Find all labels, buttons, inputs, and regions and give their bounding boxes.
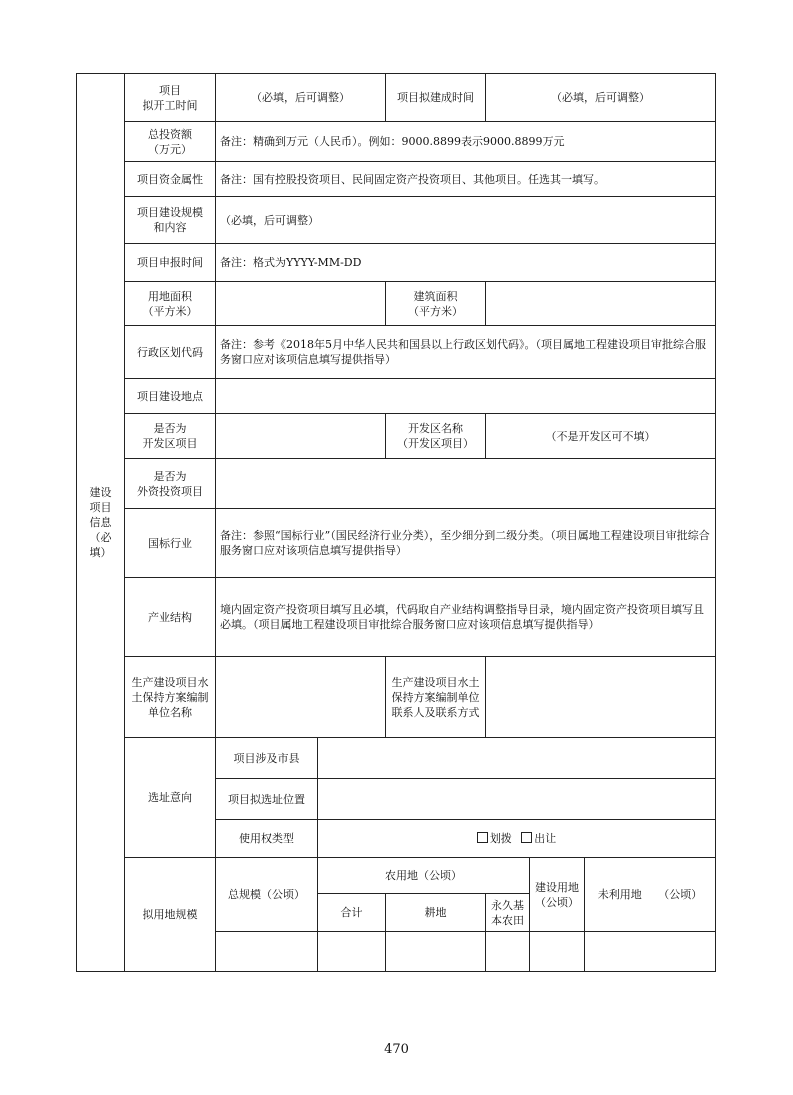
start-time-label: 项目 拟开工时间	[125, 74, 216, 122]
land-area-field[interactable]	[216, 282, 386, 326]
location-label: 项目建设地点	[125, 379, 216, 414]
end-time-field[interactable]: （必填，后可调整）	[486, 74, 716, 122]
total-investment-label: 总投资额 （万元）	[125, 122, 216, 162]
land-farmland-value[interactable]	[386, 932, 486, 972]
soil-contact-field[interactable]	[486, 657, 716, 738]
checkbox-icon[interactable]	[521, 832, 532, 843]
right-type-label: 使用权类型	[216, 820, 318, 858]
land-agri-header: 农用地（公顷）	[318, 858, 530, 894]
land-basic-farmland-header: 永久基本农田	[486, 894, 530, 932]
foreign-investment-field[interactable]	[216, 459, 716, 509]
dev-zone-field[interactable]	[216, 414, 386, 459]
soil-unit-label: 生产建设项目水土保持方案编制单位名称	[125, 657, 216, 738]
right-type-option-transfer[interactable]: 出让	[521, 832, 556, 845]
dev-zone-label: 是否为 开发区项目	[125, 414, 216, 459]
industry-structure-field[interactable]: 境内固定资产投资项目填写且必填，代码取自产业结构调整指导目录，境内固定资产投资项目填写且必填。（项目属地工程建设项目审批综合服务窗口应对该项信息填写提供指导）	[216, 578, 716, 657]
total-investment-field[interactable]: 备注：精确到万元（人民币）。例如：9000.8899表示9000.8899万元	[216, 122, 716, 162]
building-area-field[interactable]	[486, 282, 716, 326]
land-construction-value[interactable]	[530, 932, 585, 972]
division-code-label: 行政区划代码	[125, 326, 216, 379]
dev-zone-name-label: 开发区名称 （开发区项目）	[386, 414, 486, 459]
site-position-label: 项目拟选址位置	[216, 779, 318, 820]
end-time-label: 项目拟建成时间	[386, 74, 486, 122]
site-county-field[interactable]	[318, 738, 716, 779]
land-unused-header: 未利用地 （公顷）	[585, 858, 716, 932]
page-number: 470	[384, 1042, 409, 1057]
site-position-field[interactable]	[318, 779, 716, 820]
fund-type-field[interactable]: 备注：国有控股投资项目、民间固定资产投资项目、其他项目。任选其一填写。	[216, 162, 716, 197]
scale-label: 项目建设规模 和内容	[125, 197, 216, 244]
land-area-label: 用地面积 （平方米）	[125, 282, 216, 326]
industry-field[interactable]: 备注：参照“国标行业”（国民经济行业分类），至少细分到二级分类。（项目属地工程建设项目审批综合服务窗口应对该项信息填写提供指导）	[216, 509, 716, 578]
land-basic-farmland-value[interactable]	[486, 932, 530, 972]
land-scale-label: 拟用地规模	[125, 858, 216, 972]
land-construction-header: 建设用地（公顷）	[530, 858, 585, 932]
site-label: 选址意向	[125, 738, 216, 858]
foreign-investment-label: 是否为 外资投资项目	[125, 459, 216, 509]
industry-structure-label: 产业结构	[125, 578, 216, 657]
land-farmland-header: 耕地	[386, 894, 486, 932]
fund-type-label: 项目资金属性	[125, 162, 216, 197]
land-total-header: 总规模（公顷）	[216, 858, 318, 932]
start-time-field[interactable]: （必填，后可调整）	[216, 74, 386, 122]
apply-time-field[interactable]: 备注：格式为YYYY-MM-DD	[216, 244, 716, 282]
division-code-field[interactable]: 备注：参考《2018年5月中华人民共和国县以上行政区划代码》。（项目属地工程建设项目审批综合服务窗口应对该项信息填写提供指导）	[216, 326, 716, 379]
land-subtotal-value[interactable]	[318, 932, 386, 972]
section-label: 建设 项目 信息 （必 填）	[77, 74, 125, 972]
right-type-options	[318, 820, 716, 858]
industry-label: 国标行业	[125, 509, 216, 578]
location-field[interactable]	[216, 379, 716, 414]
building-area-label: 建筑面积 （平方米）	[386, 282, 486, 326]
land-unused-value[interactable]	[585, 932, 716, 972]
land-total-value[interactable]	[216, 932, 318, 972]
right-type-option-allocate[interactable]: 划拨	[477, 832, 512, 845]
land-subtotal-header: 合计	[318, 894, 386, 932]
scale-field[interactable]: （必填，后可调整）	[216, 197, 716, 244]
checkbox-icon[interactable]	[477, 832, 488, 843]
project-info-form	[76, 73, 716, 972]
site-county-label: 项目涉及市县	[216, 738, 318, 779]
soil-unit-field[interactable]	[216, 657, 386, 738]
apply-time-label: 项目申报时间	[125, 244, 216, 282]
dev-zone-name-field[interactable]: （不是开发区可不填）	[486, 414, 716, 459]
soil-contact-label: 生产建设项目水土保持方案编制单位联系人及联系方式	[386, 657, 486, 738]
